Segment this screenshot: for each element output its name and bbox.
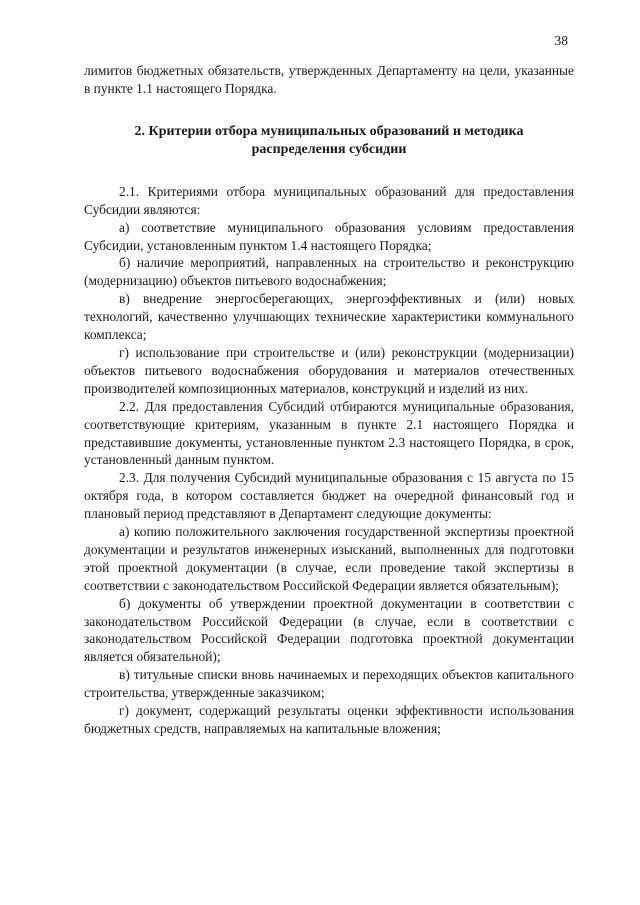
spacer	[84, 159, 574, 183]
paragraph-2-2: 2.2. Для предоставления Субсидий отбираются муниципальные образования, соответствующие критериям, указанным в пункте 2.1 настоящего Порядка и представившие документы, установленные пунктом 2.3 настоящего Порядка, в срок, установленный данным пунктом.	[84, 398, 574, 468]
paragraph-2-1: 2.1. Критериями отбора муниципальных образований для предоставления Субсидии являются:	[84, 183, 574, 217]
page-number: 38	[554, 33, 568, 48]
intro-paragraph: лимитов бюджетных обязательств, утвержденных Департаменту на цели, указанные в пункте 1.1 настоящего Порядка.	[84, 63, 574, 96]
paragraph-2-1-b: б) наличие мероприятий, направленных на строительство и реконструкцию (модернизацию) объектов питьевого водоснабжения;	[84, 255, 574, 289]
section-heading-line-2: распределения субсидии	[251, 141, 407, 157]
section-heading	[84, 123, 574, 159]
section-heading-line-1: 2. Критерии отбора муниципальных образований и методика	[134, 123, 524, 139]
paragraph-2-1-a: а) соответствие муниципального образования условиям предоставления Субсидии, установленным пунктом 1.4 настоящего Порядка;	[84, 219, 574, 253]
document-body	[84, 62, 574, 738]
paragraph-2-1-g: г) использование при строительстве и (или) реконструкции (модернизации) объектов питьевого водоснабжения оборудования и материалов отечественных производителей композиционных материалов, конструкций и изделий из них.	[84, 344, 574, 396]
paragraph-2-1-v: в) внедрение энергосберегающих, энергоэффективных и (или) новых технологий, качественно улучшающих технические характеристики коммунального комплекса;	[84, 291, 574, 343]
paragraph-2-3-a: а) копию положительного заключения государственной экспертизы проектной документации и результатов инженерных изысканий, выполненных для подготовки этой проектной документации (в случае, если проведение такой экспертизы в соответствии с законодательством Российской Федерации является обязательным);	[84, 524, 574, 593]
paragraph-2-3-b: б) документы об утверждении проектной документации в соответствии с законодательством Российской Федерации (в случае, если в соответствии с законодательством Российской Федерации подготовка проектной документации является обязательной);	[84, 595, 574, 665]
paragraph-2-3-g: г) документ, содержащий результаты оценки эффективности использования бюджетных средств, направляемых на капитальные вложения;	[84, 703, 574, 736]
paragraph-2-3-v: в) титульные списки вновь начинаемых и переходящих объектов капитального строительства, утвержденные заказчиком;	[84, 667, 574, 701]
paragraph-2-3: 2.3. Для получения Субсидий муниципальные образования с 15 августа по 15 октября года, в котором составляется бюджет на очередной финансовый год и плановый период представляют в Департамент следующие документы:	[84, 470, 574, 522]
